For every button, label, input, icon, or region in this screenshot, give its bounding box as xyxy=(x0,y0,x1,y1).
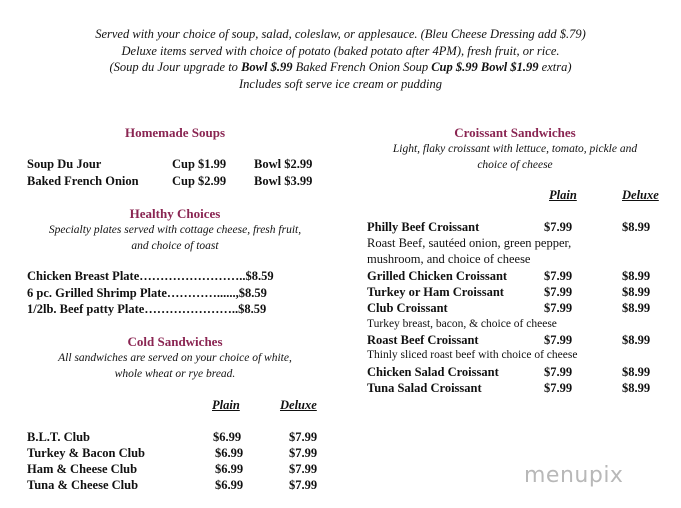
croissant-deluxe-4: $8.99 xyxy=(622,333,651,347)
menupix-watermark: menupix xyxy=(524,463,624,488)
soups-title: Homemade Soups xyxy=(124,125,226,140)
intro-line-3-c: Baked French Onion Soup xyxy=(292,60,432,74)
croissant-name-4: Roast Beef Croissant xyxy=(367,333,479,347)
intro-line-3-a: (Soup du Jour upgrade to xyxy=(109,60,242,74)
cold-deluxe-2: $7.99 xyxy=(289,462,318,476)
intro-line-3-b: Bowl $.99 xyxy=(241,60,293,74)
cold-desc-1: All sandwiches are served on your choice of white, xyxy=(58,352,292,364)
club-desc: Turkey breast, bacon, & choice of cheese xyxy=(367,318,557,330)
intro-line-3-e: extra) xyxy=(538,60,572,74)
philly-desc-2: mushroom, and choice of cheese xyxy=(367,252,531,266)
croissant-deluxe-header: Deluxe xyxy=(622,188,659,202)
croissant-plain-6: $7.99 xyxy=(544,381,573,395)
soup-cup-1: Cup $2.99 xyxy=(172,174,227,188)
healthy-desc xyxy=(15,222,335,254)
cold-name-1: Turkey & Bacon Club xyxy=(27,446,145,460)
philly-desc-1: Roast Beef, sautéed onion, green pepper, xyxy=(367,236,572,250)
intro-line-1: Served with your choice of soup, salad, coleslaw, or applesauce. (Bleu Cheese Dressing add $.79) xyxy=(95,27,586,41)
croissant-plain-2: $7.99 xyxy=(544,285,573,299)
roast-desc: Thinly sliced roast beef with choice of cheese xyxy=(367,349,578,361)
cold-deluxe-header: Deluxe xyxy=(280,398,317,412)
soup-name-0: Soup Du Jour xyxy=(27,157,102,171)
cold-name-3: Tuna & Cheese Club xyxy=(27,478,139,492)
soup-bowl-1: Bowl $3.99 xyxy=(254,174,313,188)
croissant-deluxe-0: $8.99 xyxy=(622,220,651,234)
cold-name-2: Ham & Cheese Club xyxy=(27,462,138,476)
cold-deluxe-1: $7.99 xyxy=(289,446,318,460)
croissant-deluxe-6: $8.99 xyxy=(622,381,651,395)
cold-deluxe-0: $7.99 xyxy=(289,430,318,444)
croissant-deluxe-3: $8.99 xyxy=(622,301,651,315)
cold-title: Cold Sandwiches xyxy=(127,334,223,349)
intro-line-2: Deluxe items served with choice of potato (baked potato after 4PM), fresh fruit, or rice. xyxy=(121,43,560,58)
cold-plain-0: $6.99 xyxy=(213,430,242,444)
soup-name-1: Baked French Onion xyxy=(27,174,139,188)
croissant-name-6: Tuna Salad Croissant xyxy=(367,381,482,395)
croissant-desc-2: choice of cheese xyxy=(477,159,553,171)
soup-cup-0: Cup $1.99 xyxy=(172,157,227,171)
healthy-item-0: Chicken Breast Plate……………………..$8.59 xyxy=(27,269,274,283)
croissant-name-5: Chicken Salad Croissant xyxy=(367,365,499,379)
croissant-plain-5: $7.99 xyxy=(544,365,573,379)
cold-deluxe-3: $7.99 xyxy=(289,478,318,492)
intro-line-3 xyxy=(0,59,681,76)
healthy-title: Healthy Choices xyxy=(129,206,221,221)
healthy-desc-1: Specialty plates served with cottage cheese, fresh fruit, xyxy=(48,224,302,236)
cold-name-0: B.L.T. Club xyxy=(27,430,90,444)
croissant-plain-4: $7.99 xyxy=(544,333,573,347)
intro-block xyxy=(0,26,681,92)
croissant-deluxe-1: $8.99 xyxy=(622,269,651,283)
intro-line-4: Includes soft serve ice cream or pudding xyxy=(239,76,442,91)
cold-desc xyxy=(15,350,335,382)
healthy-item-2: 1/2lb. Beef patty Plate…………………..$8.59 xyxy=(27,302,267,316)
soup-bowl-0: Bowl $2.99 xyxy=(254,157,313,171)
croissant-name-3: Club Croissant xyxy=(367,301,448,315)
croissant-name-0: Philly Beef Croissant xyxy=(367,220,480,234)
croissant-name-2: Turkey or Ham Croissant xyxy=(367,285,504,299)
cold-plain-1: $6.99 xyxy=(215,446,244,460)
croissant-desc-1: Light, flaky croissant with lettuce, tomato, pickle and xyxy=(392,143,638,155)
croissant-plain-header: Plain xyxy=(549,188,577,202)
cold-plain-2: $6.99 xyxy=(215,462,244,476)
croissant-title: Croissant Sandwiches xyxy=(454,125,576,140)
croissant-name-1: Grilled Chicken Croissant xyxy=(367,269,508,283)
cold-desc-2: whole wheat or rye bread. xyxy=(114,368,236,380)
healthy-item-1: 6 pc. Grilled Shrimp Plate…………......,$8.59 xyxy=(27,286,267,300)
croissant-plain-1: $7.99 xyxy=(544,269,573,283)
croissant-plain-3: $7.99 xyxy=(544,301,573,315)
croissant-deluxe-2: $8.99 xyxy=(622,285,651,299)
cold-plain-3: $6.99 xyxy=(215,478,244,492)
croissant-deluxe-5: $8.99 xyxy=(622,365,651,379)
croissant-desc xyxy=(360,141,670,173)
healthy-desc-2: and choice of toast xyxy=(131,240,219,252)
cold-plain-header: Plain xyxy=(212,398,240,412)
croissant-plain-0: $7.99 xyxy=(544,220,573,234)
intro-line-3-d: Cup $.99 Bowl $1.99 xyxy=(431,60,539,74)
